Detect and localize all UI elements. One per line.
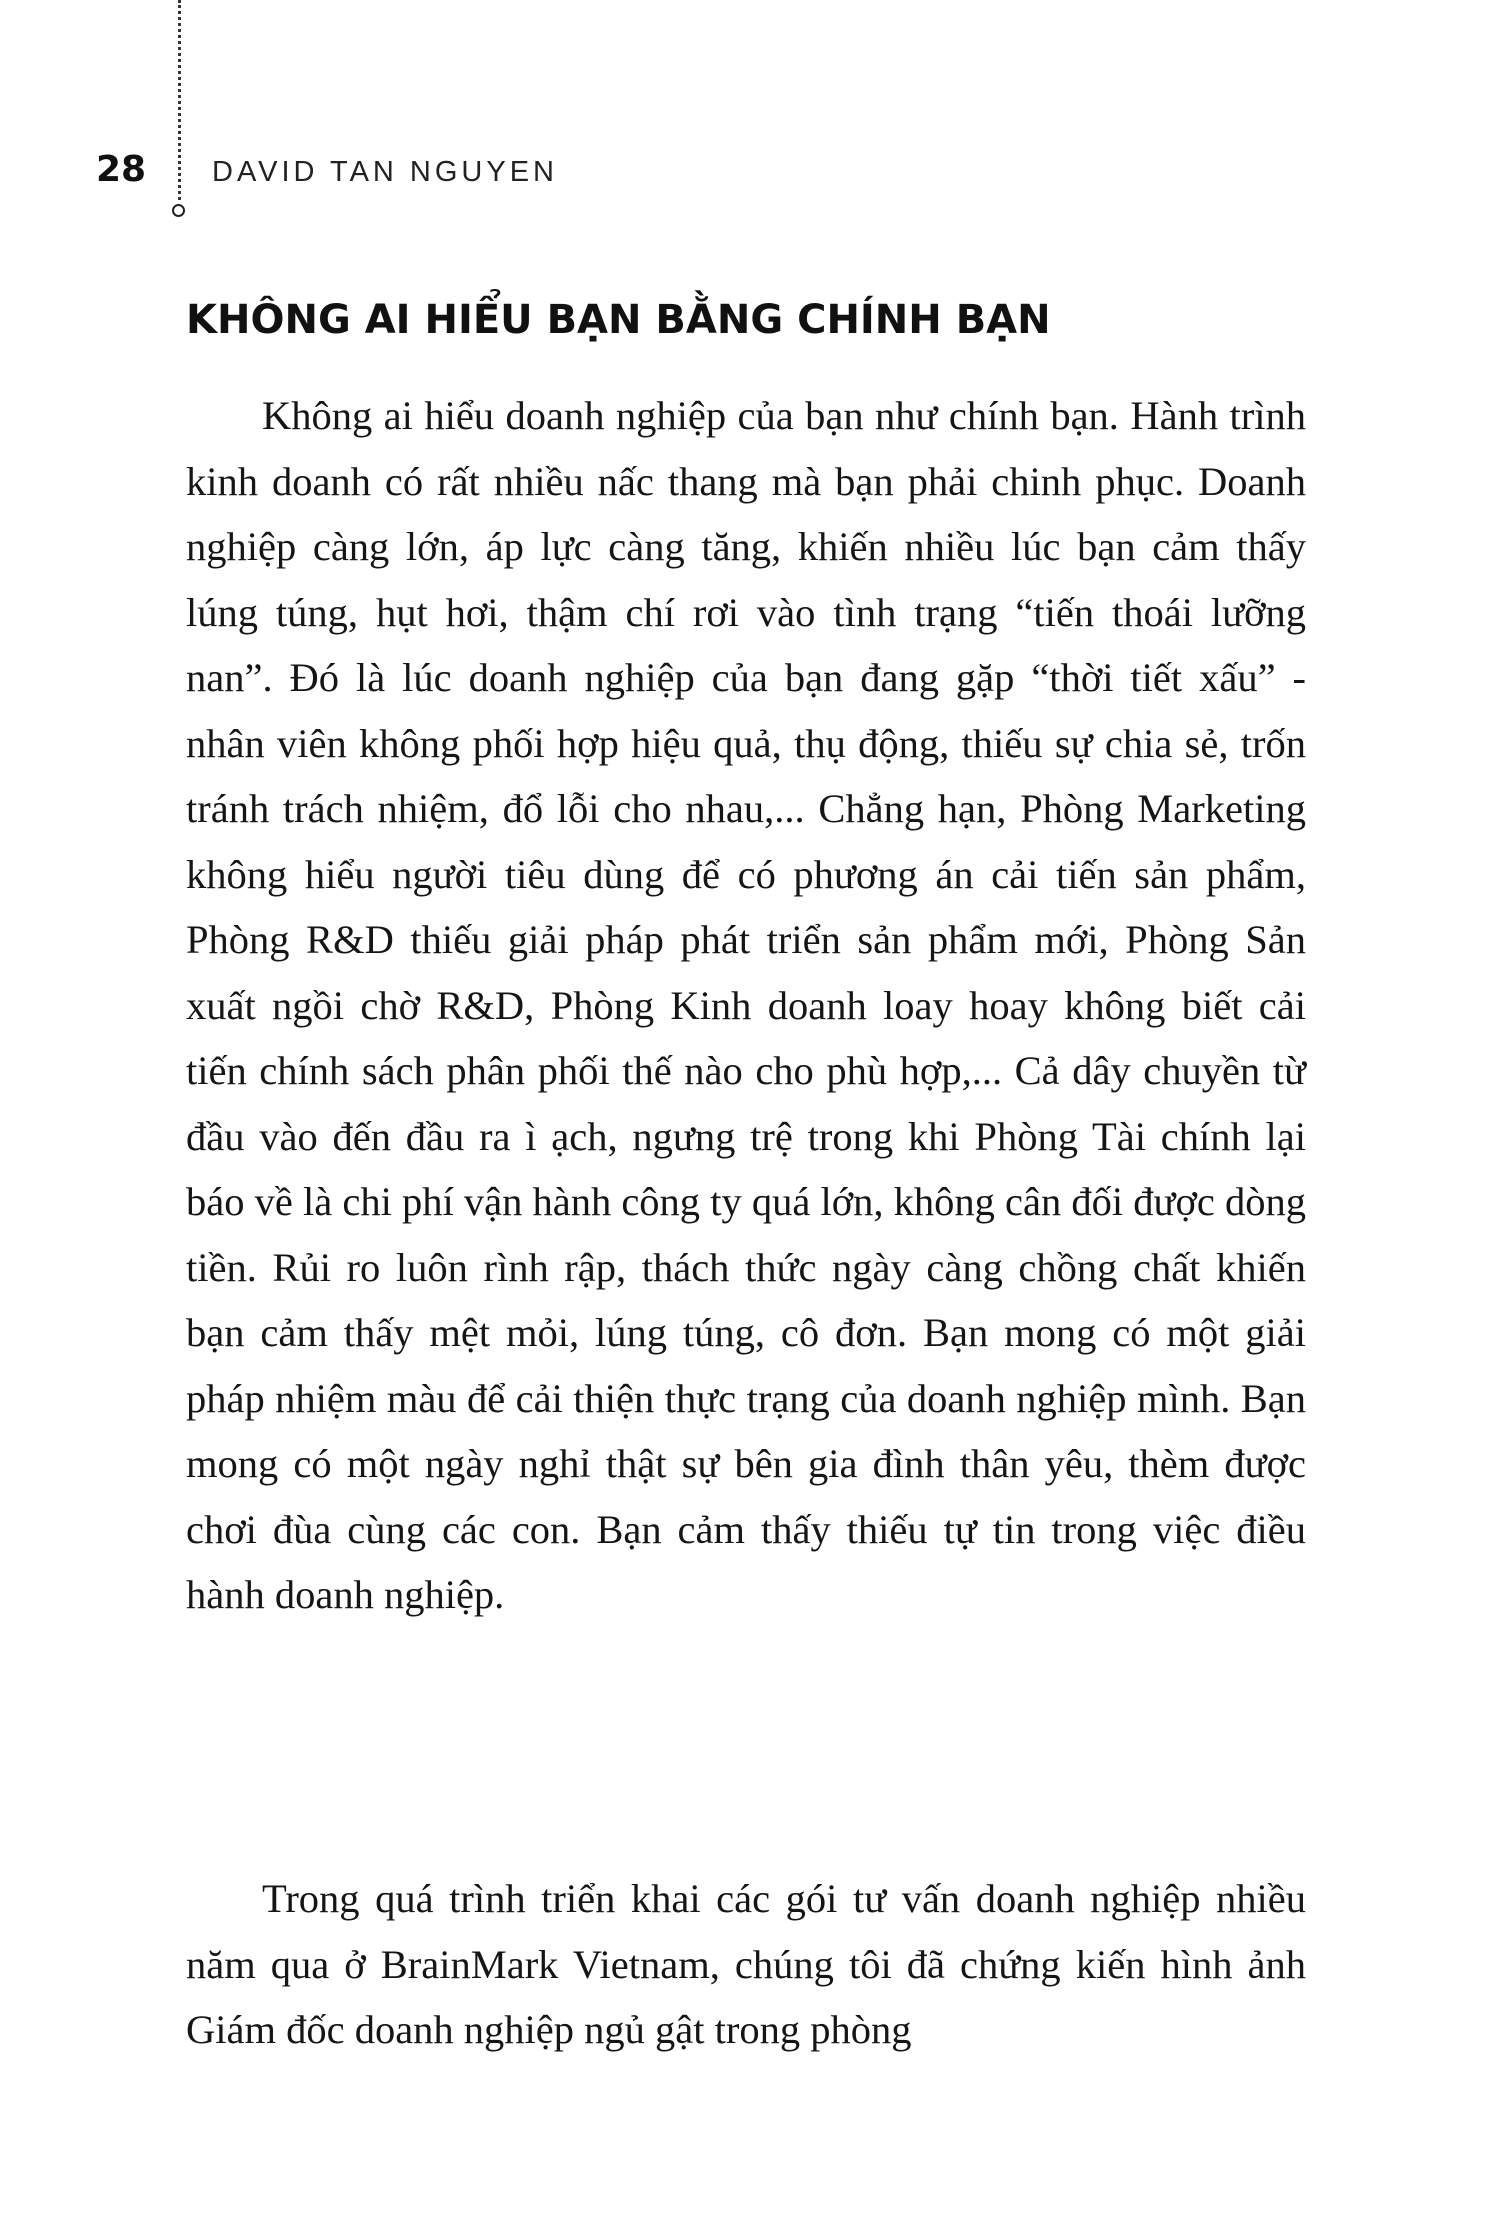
page-number: 28	[96, 149, 147, 190]
header-ring-ornament	[172, 204, 185, 217]
paragraph-2: Trong quá trình triển khai các gói tư vấn doanh nghiệp nhiều năm qua ở BrainMark Vietnam, chúng tôi đã chứng kiến hình ảnh Giám đốc doanh nghiệp ngủ gật trong phòng	[186, 1876, 1306, 2052]
section-title: KHÔNG AI HIỂU BẠN BẰNG CHÍNH BẠN	[186, 297, 1051, 343]
running-head-author: DAVID TAN NGUYEN	[212, 156, 558, 188]
paragraph-1: Không ai hiểu doanh nghiệp của bạn như chính bạn. Hành trình kinh doanh có rất nhiều nấc thang mà bạn phải chinh phục. Doanh nghiệp càng lớn, áp lực càng tăng, khiến nhiều lúc bạn cảm thấy lúng túng, hụt hơi, thậm chí rơi vào tình trạng “tiến thoái lưỡng nan”. Đó là lúc doanh nghiệp của bạn đang gặp “thời tiết xấu” - nhân viên không phối hợp hiệu quả, thụ động, thiếu sự chia sẻ, trốn tránh trách nhiệm, đổ lỗi cho nhau,... Chẳng hạn, Phòng Marketing không hiểu người tiêu dùng để có phương án cải tiến sản phẩm, Phòng R&D thiếu giải pháp phát triển sản phẩm mới, Phòng Sản xuất ngồi chờ R&D, Phòng Kinh doanh loay hoay không biết cải tiến chính sách phân phối thế nào cho phù hợp,... Cả dây chuyền từ đầu vào đến đầu ra ì ạch, ngưng trệ trong khi Phòng Tài chính lại báo về là chi phí vận hành công ty quá lớn, không cân đối được dòng tiền. Rủi ro luôn rình rập, thách thức ngày càng chồng chất khiến bạn cảm thấy mệt mỏi, lúng túng, cô đơn. Bạn mong có một giải pháp nhiệm màu để cải thiện thực trạng của doanh nghiệp mình. Bạn mong có một ngày nghỉ thật sự bên gia đình thân yêu, thèm được chơi đùa cùng các con. Bạn cảm thấy thiếu tự tin trong việc điều hành doanh nghiệp.	[186, 393, 1306, 1617]
header-dotted-rule	[178, 0, 181, 200]
